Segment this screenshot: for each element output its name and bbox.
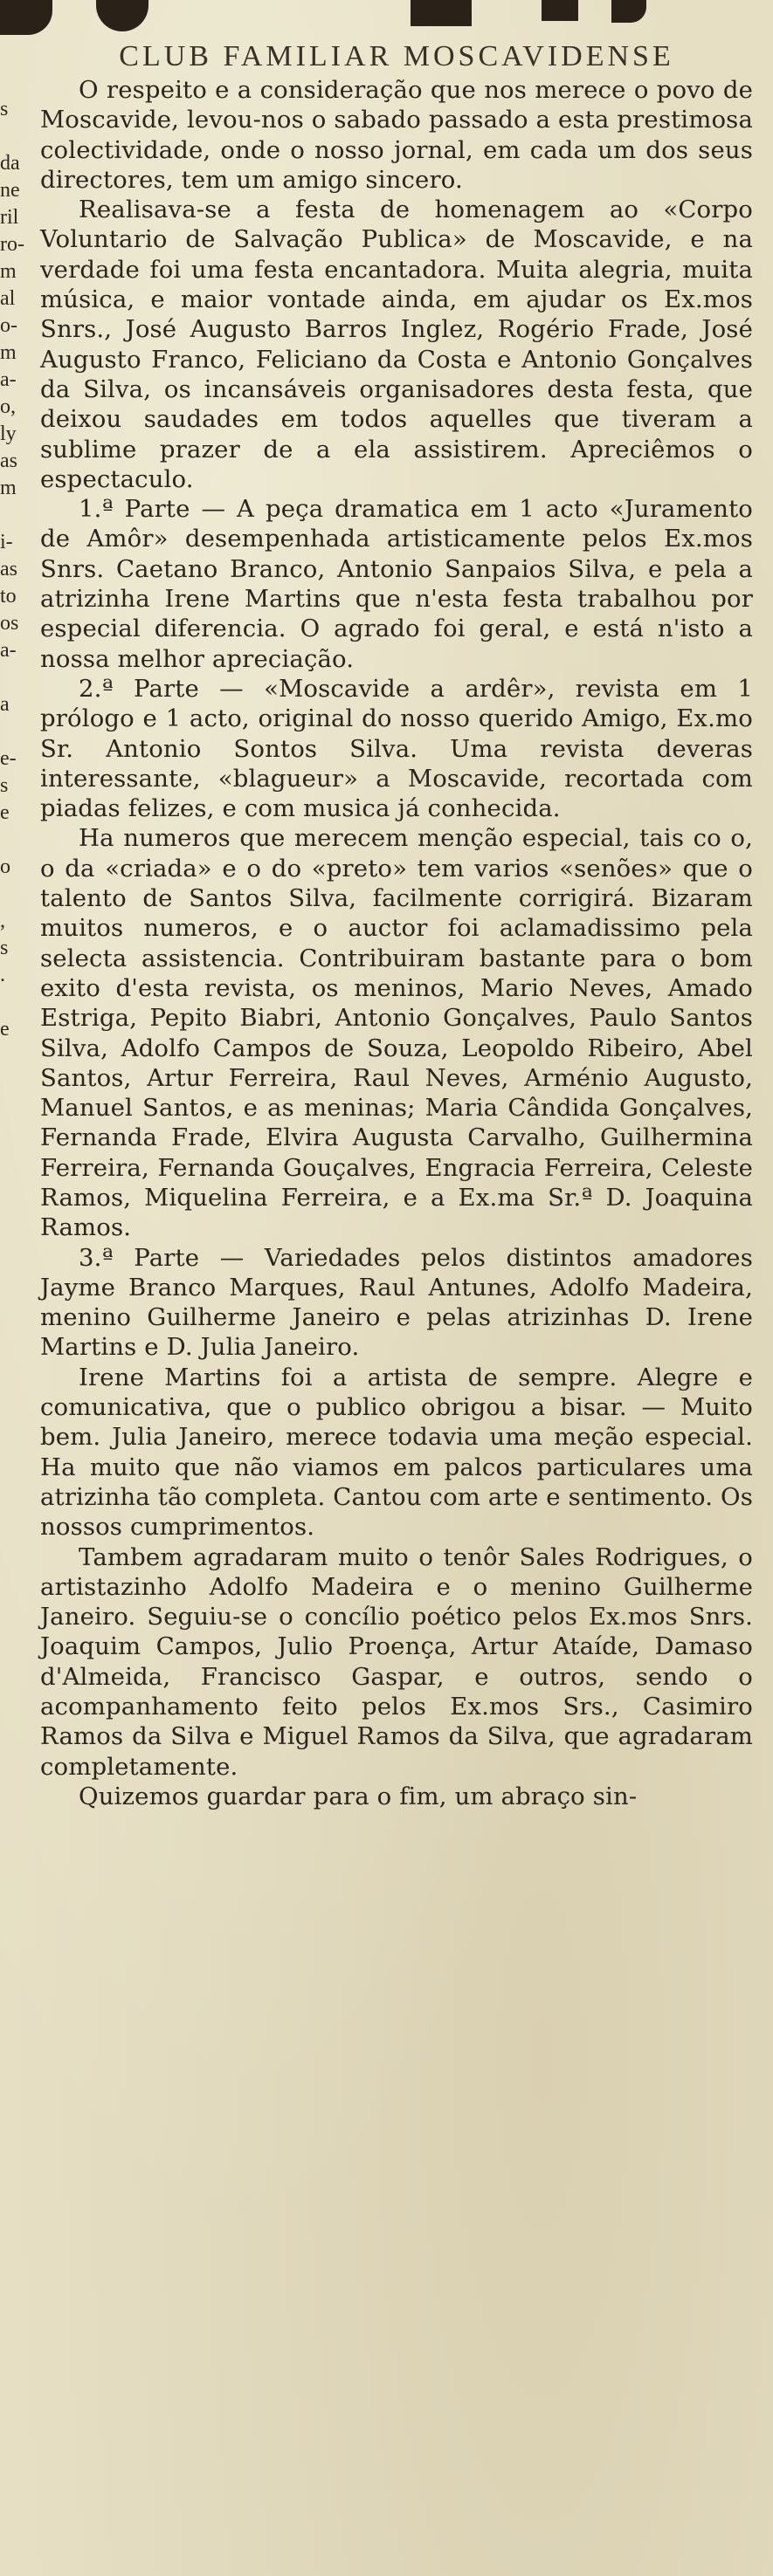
gutter-fragment: s [0,774,9,797]
paragraph-festa: Realisava-se a festa de homenagem ao «Corpo Voluntario de Salvação Publica» de Moscavide, e na verdade foi uma festa encantadora. Muita alegria, muita música, e maior vontade ainda, em ajudar os Ex.mos Snrs., José Augusto Barros Inglez, Rogério Frade, José Augusto Franco, Feliciano da Costa e Antonio Gonçalves da Silva, os incansáveis organisadores desta festa, que deixou saudades em todos aquelles que tiveram a sublime prazer de a ela assistirem. Apreciêmos o espectaculo. [40,196,753,493]
paragraph-intro: O respeito e a consideração que nos merece o povo de Moscavide, levou-nos o sabado passado a esta prestimosa colectividade, onde o nosso jornal, em cada um dos seus directores, tem um amigo sincero. [40,76,753,194]
gutter-fragment: m [0,341,17,364]
gutter-fragment: al [0,287,16,310]
paragraph-parte-2: 2.ª Parte — «Moscavide a ardêr», revista em 1 prólogo e 1 acto, original do nosso querido Amigo, Ex.mo Sr. Antonio Sontos Silva. Uma revista deveras interessante, «blagueur» a Moscavide, recortada com piadas felizes, e com musica já conhecida. [40,674,753,823]
paragraph-parte-1: 1.ª Parte — A peça dramatica em 1 acto «Juramento de Amôr» desempenhada artisticamente pelos Ex.mos Snrs. Caetano Branco, Antonio Sanpaios Silva, e pela a atrizinha Irene Martins que n'esta festa trabalhou por especial diferencia. O agrado foi geral, e está n'isto a nossa melhor apreciação. [40,495,753,673]
gutter-fragment [0,1097,26,1124]
gutter-fragment [0,881,26,908]
gutter-fragment: as [0,450,17,472]
paragraph-parte-3: 3.ª Parte — Variedades pelos distintos amadores Jayme Branco Marques, Raul Antunes, Adolfo Madeira, menino Guilherme Janeiro e pelas atrizinhas D. Irene Martins e D. Julia Janeiro. [40,1243,753,1362]
gutter-fragment: o [0,855,10,878]
gutter-fragment [0,989,26,1016]
gutter-fragment [0,827,26,854]
gutter-fragment: s [0,937,9,959]
gutter-fragment [0,502,26,529]
gutter-fragment: a- [0,368,17,391]
gutter-fragment: m [0,260,17,283]
gutter-fragment: m [0,477,17,499]
club-title: CLUB FAMILIAR MOSCAVIDENSE [119,40,674,72]
gutter-fragment [0,123,26,150]
paragraph-tambem: Tambem agradaram muito o tenôr Sales Rodrigues, o artistazinho Adolfo Madeira e o menino Guilherme Janeiro. Seguiu-se o concílio poético pelos Ex.mos Snrs. Joaquim Campos, Julio Proença, Artur Ataíde, Damaso d'Almeida, Francisco Gaspar, e outros, sendo o acompanhamento feito pelos Ex.mos Srs., Casimiro Ramos da Silva e Miguel Ramos da Silva, que agradaram completamente. [40,1542,753,1781]
gutter-fragment: as [0,558,17,580]
gutter-fragment: . [0,964,5,986]
gutter-fragment [0,1124,26,1151]
gutter-fragment [0,718,26,745]
gutter-fragment: da [0,152,20,175]
gutter-fragment: ro- [0,233,24,256]
gutter-fragment: e [0,801,10,824]
article-column [40,5,753,1811]
gutter-fragment: a- [0,639,17,662]
gutter-fragment: ril [0,206,19,229]
paragraph-numeros: Ha numeros que merecem menção especial, tais co o, o da «criada» e o do «preto» tem varios «senões» que o talento de Santos Silva, facilmente corrigirá. Bizaram muitos numeros, e o auctor foi aclamadissimo pela selecta assistencia. Contribuiram bastante para o bom exito d'esta revista, os meninos, Mario Neves, Amado Estriga, Pepito Biabri, Antonio Gonçalves, Paulo Santos Silva, Adolfo Campos de Souza, Leopoldo Ribeiro, Abel Santos, Artur Ferreira, Raul Neves, Arménio Augusto, Manuel Santos, e as meninas; Maria Cândida Gonçalves, Fernanda Frade, Elvira Augusta Carvalho, Guilhermina Ferreira, Fernanda Gouçalves, Engracia Ferreira, Celeste Ramos, Miquelina Ferreira, e a Ex.ma Sr.ª D. Joaquina Ramos. [40,824,753,1242]
gutter-fragment [0,664,26,691]
gutter-fragment: a [0,693,10,716]
gutter-fragment: to [0,585,17,608]
gutter-fragment [0,1070,26,1097]
gutter-fragment: e [0,1018,10,1041]
gutter-fragment: i- [0,531,13,553]
paragraph-closing: Quizemos guardar para o fim, um abraço sin- [79,1782,638,1810]
gutter-fragment: ly [0,422,17,445]
gutter-fragment: , [0,910,5,932]
gutter-fragment: ne [0,179,20,202]
paragraph-irene: Irene Martins foi a artista de sempre. Alegre e comunicativa, que o publico obrigou a bisar. — Muito bem. Julia Janeiro, merece todavia uma meção especial. Ha muito que não viamos em palcos particulares uma atrizinha tão completa. Cantou com arte e sentimento. Os nossos cumprimentos. [40,1363,753,1542]
gutter-fragment: os [0,612,19,635]
gutter-fragment: o, [0,395,16,418]
gutter-fragment [0,1043,26,1070]
gutter-fragment: o- [0,314,17,337]
gutter-fragment: s [0,98,9,120]
gutter-fragment: e- [0,747,17,770]
left-gutter-fragments [0,96,26,1151]
article-body [40,75,753,1811]
